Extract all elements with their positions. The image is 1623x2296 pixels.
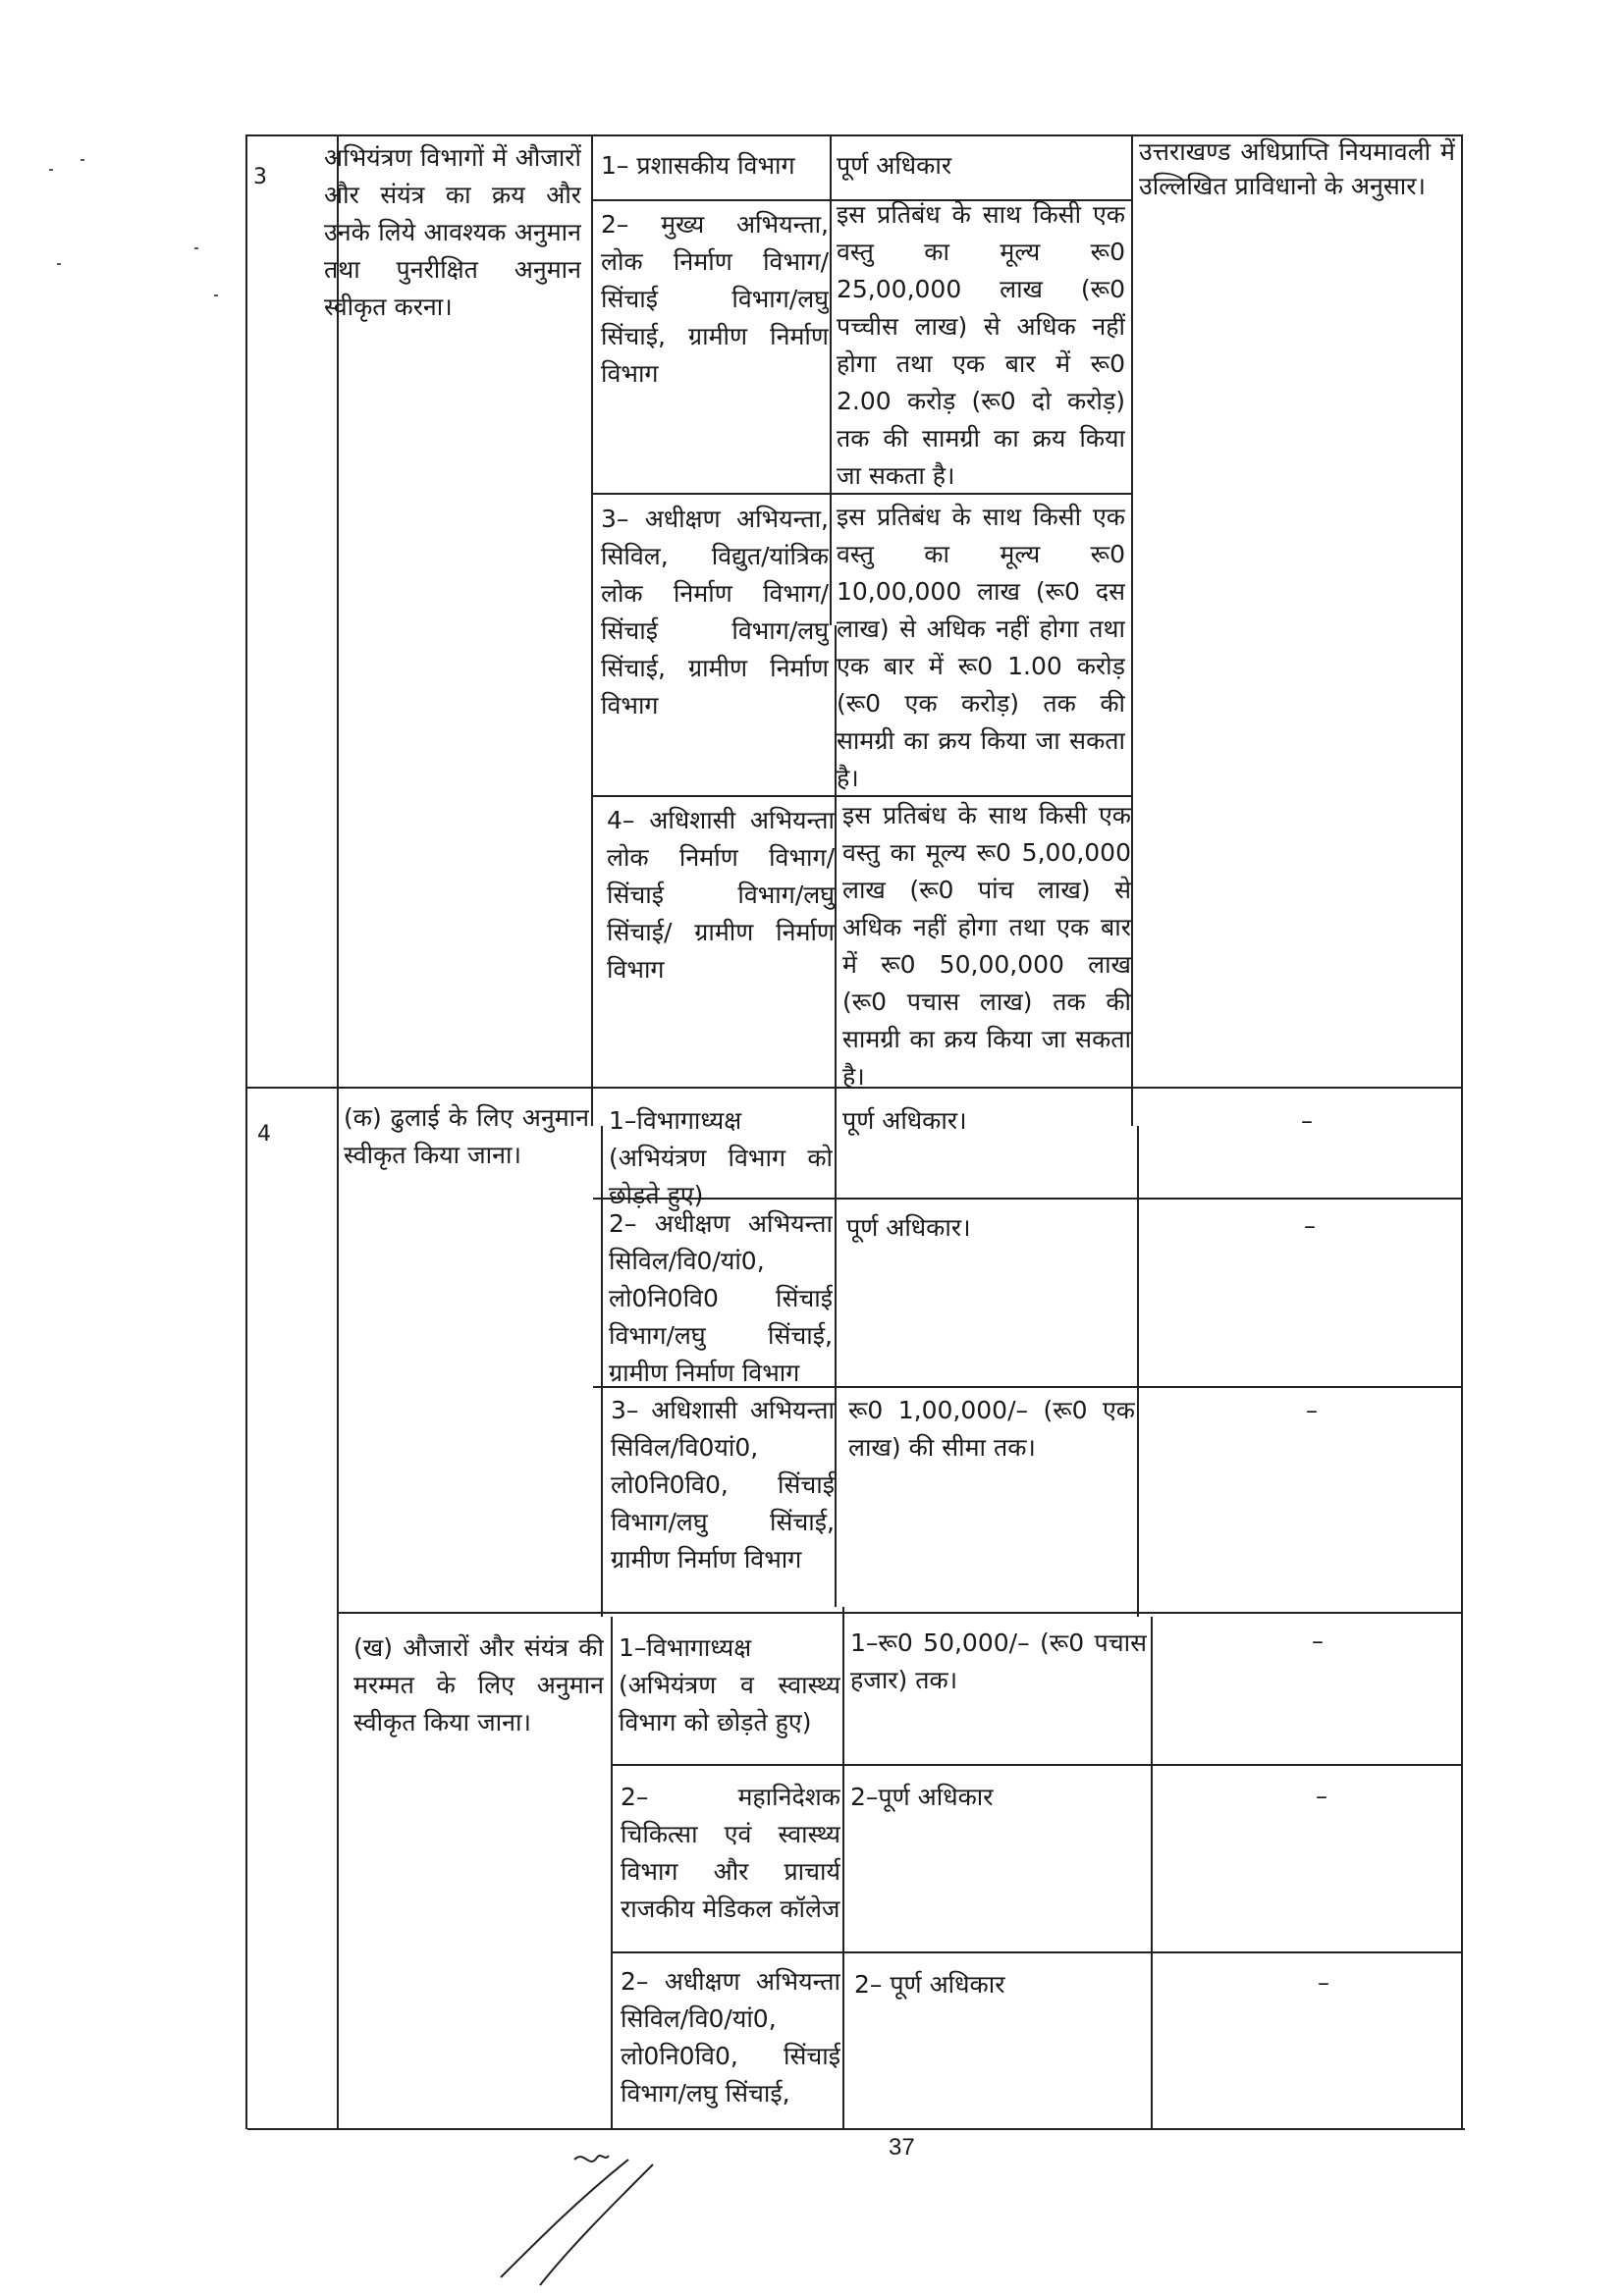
authority-cell: 3– अधीक्षण अभियन्ता, सिविल, विद्युत/यांत्रिक लोक निर्माण विभाग/सिंचाई विभाग/लघु सिंचाई, ग्रामीण निर्माण विभाग bbox=[601, 505, 829, 720]
extent-cell: 1–रू0 50,000/– (रू0 पचास हजार) तक। bbox=[850, 1629, 1147, 1694]
col-divider-1 bbox=[337, 134, 339, 2129]
scan-speck bbox=[194, 247, 198, 249]
authority-cell: 2– अधीक्षण अभियन्ता सिविल/वि0/यां0, लो0नि0वि0, सिंचाई विभाग/लघु सिंचाई, bbox=[621, 1967, 840, 2108]
table-left-border bbox=[245, 134, 247, 2129]
extent-cell: इस प्रतिबंध के साथ किसी एक वस्तु का मूल्य रू0 5,00,000 लाख (रू0 पांच लाख) से अधिक नहीं होगा तथा एक बार में रू0 50,00,000 लाख (रू0 पचास लाख) तक की सामग्री का क्रय किया जा सकता है। bbox=[842, 801, 1131, 1091]
authority-cell: 2– मुख्य अभियन्ता, लोक निर्माण विभाग/सिंचाई विभाग/लघु सिंचाई, ग्रामीण निर्माण विभाग bbox=[601, 210, 829, 388]
col-divider-3c bbox=[842, 1607, 844, 2129]
subject-cell-b: (ख) औजारों और संयंत्र की मरम्मत के लिए अनुमान स्वीकृत किया जाना। bbox=[353, 1633, 604, 1736]
scan-speck bbox=[214, 294, 218, 296]
scan-speck bbox=[49, 169, 53, 171]
extent-cell: इस प्रतिबंध के साथ किसी एक वस्तु का मूल्य रू0 25,00,000 लाख (रू0 पच्चीस लाख) से अधिक नहीं होगा तथा एक बार में रू0 2.00 करोड़ (रू0 दो करोड़) तक की सामग्री का क्रय किया जा सकता है। bbox=[837, 200, 1125, 490]
remark-dash: – bbox=[1306, 1397, 1318, 1424]
col-divider-4b bbox=[1137, 1126, 1139, 1617]
authority-cell: 4– अधिशासी अभियन्ता लोक निर्माण विभाग/सिंचाई विभाग/लघु सिंचाई/ ग्रामीण निर्माण विभाग bbox=[607, 806, 835, 984]
remarks-cell: उत्तराखण्ड अधिप्राप्ति नियमावली में उल्लिखित प्राविधानो के अनुसार। bbox=[1139, 137, 1455, 200]
remark-dash: – bbox=[1318, 1969, 1329, 1997]
col-divider-4a bbox=[1131, 134, 1133, 1126]
remark-dash: – bbox=[1316, 1783, 1327, 1810]
table-right-border bbox=[1461, 134, 1463, 2129]
extent-cell: 2– पूर्ण अधिकार bbox=[854, 1970, 1005, 1999]
serial-number: 3 bbox=[253, 165, 267, 189]
table-bottom-border bbox=[247, 2128, 1465, 2130]
scan-speck bbox=[57, 263, 61, 265]
col-divider-2a bbox=[591, 134, 593, 1126]
authority-cell: 1–विभागाध्यक्ष (अभियंत्रण विभाग को छोड़ते हुए) bbox=[609, 1106, 833, 1209]
col-divider-3a bbox=[830, 134, 832, 625]
col-divider-2c bbox=[611, 1617, 613, 2129]
extent-cell: 2–पूर्ण अधिकार bbox=[850, 1783, 994, 1811]
signature-mark bbox=[481, 2140, 707, 2287]
authority-cell: 2– महानिदेशक चिकित्सा एवं स्वास्थ्य विभाग और प्राचार्य राजकीय मेडिकल कॉलेज bbox=[621, 1783, 840, 1923]
col-divider-4c bbox=[1151, 1617, 1153, 2129]
authority-cell: 2– अधीक्षण अभियन्ता सिविल/वि0/यां0, लो0नि0वि0 सिंचाई विभाग/लघु सिंचाई, ग्रामीण निर्माण विभाग bbox=[609, 1209, 833, 1387]
extent-cell: पूर्ण अधिकार bbox=[837, 151, 952, 180]
extent-cell: पूर्ण अधिकार। bbox=[842, 1106, 967, 1135]
remark-dash: – bbox=[1312, 1628, 1324, 1655]
authority-cell: 3– अधिशासी अभियन्ता सिविल/वि0यां0, लो0नि0वि0, सिंचाई विभाग/लघु सिंचाई, ग्रामीण निर्माण विभाग bbox=[611, 1396, 835, 1574]
subject-cell: अभियंत्रण विभागों में औजारों और संयंत्र का क्रय और उनके लिये आवश्यक अनुमान तथा पुनरीक्षित अनुमान स्वीकृत करना। bbox=[324, 143, 581, 321]
page-number: 37 bbox=[889, 2134, 915, 2161]
remark-dash: – bbox=[1304, 1212, 1316, 1240]
row-line bbox=[613, 1951, 1463, 1953]
col-divider-2b bbox=[601, 1126, 603, 1617]
extent-cell: इस प्रतिबंध के साथ किसी एक वस्तु का मूल्य रू0 10,00,000 लाख (रू0 दस लाख) से अधिक नहीं होगा तथा एक बार में रू0 1.00 करोड़ (रू0 एक करोड़) तक की सामग्री का क्रय किया जा सकता है। bbox=[837, 503, 1125, 792]
subject-cell-a: (क) ढुलाई के लिए अनुमान स्वीकृत किया जाना। bbox=[344, 1103, 589, 1169]
row-line bbox=[613, 1764, 1463, 1766]
authority-cell: 1–विभागाध्यक्ष (अभियंत्रण व स्वास्थ्य विभाग को छोड़ते हुए) bbox=[619, 1633, 840, 1736]
authority-cell: 1– प्रशासकीय विभाग bbox=[601, 151, 795, 180]
extent-cell: पूर्ण अधिकार। bbox=[846, 1213, 971, 1242]
extent-cell: रू0 1,00,000/– (रू0 एक लाख) की सीमा तक। bbox=[848, 1396, 1135, 1462]
scan-speck bbox=[81, 159, 84, 161]
remark-dash: – bbox=[1301, 1107, 1313, 1135]
serial-number: 4 bbox=[257, 1122, 271, 1147]
row-line bbox=[339, 1612, 1463, 1614]
